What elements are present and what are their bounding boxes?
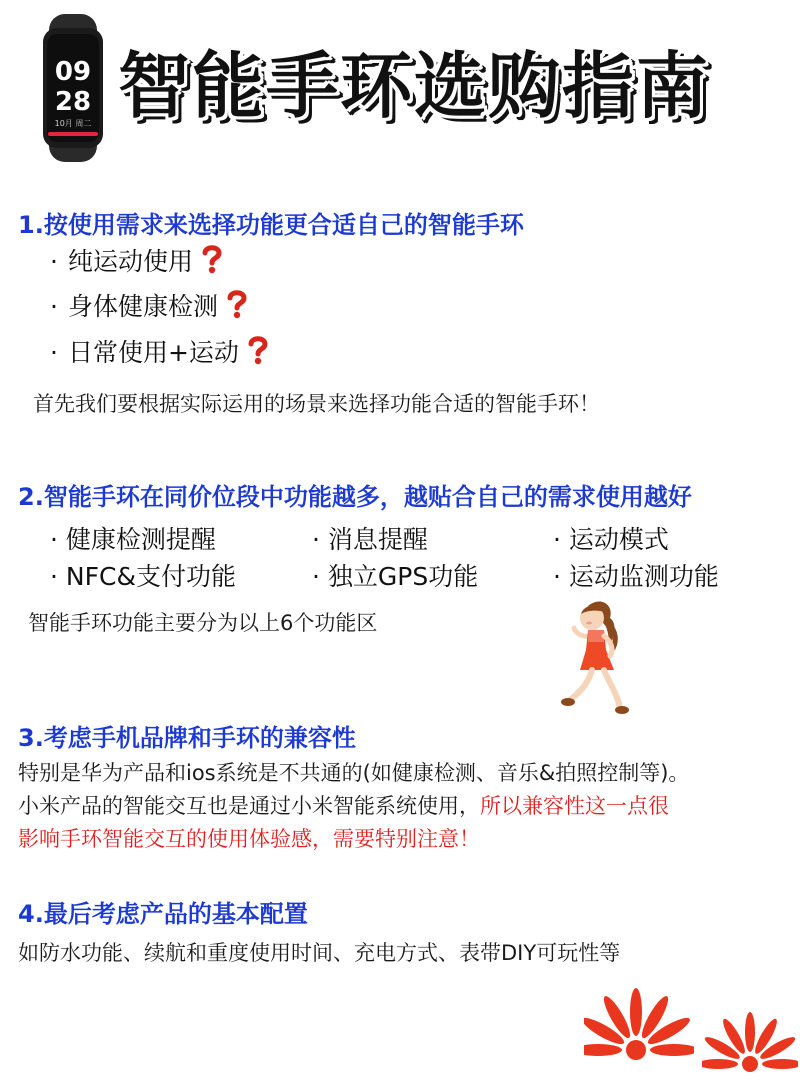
section3-line3: 影响手环智能交互的使用体验感，需要特别注意！	[18, 827, 480, 851]
band-minute: 28	[54, 87, 92, 117]
section3-heading: 3.考虑手机品牌和手环的兼容性	[18, 724, 356, 752]
bullet-label: 日常使用+运动	[67, 338, 239, 367]
feature-item: · 独立GPS功能	[312, 562, 479, 591]
question-mark-icon	[201, 244, 223, 274]
feature-item: · 健康检测提醒	[50, 525, 216, 554]
section3-line2	[18, 790, 669, 820]
section2-note: 智能手环功能主要分为以上6个功能区	[28, 611, 378, 635]
band-hour: 09	[54, 57, 92, 87]
running-girl-illustration	[548, 596, 640, 722]
feature-item: · 运动模式	[553, 525, 669, 554]
feature-item: · NFC&支付功能	[50, 562, 236, 591]
feature-item: · 运动监测功能	[553, 562, 719, 591]
smart-band-icon	[40, 14, 106, 162]
page-title: 智能手环选购指南	[118, 44, 711, 128]
bullet-label: 纯运动使用	[67, 247, 193, 276]
section3-line2-black: 小米产品的智能交互也是通过小米智能系统使用，	[18, 794, 480, 818]
list-item: · 身体健康检测	[50, 287, 248, 323]
section2-heading: 2.智能手环在同价位段中功能越多，越贴合自己的需求使用越好	[18, 483, 692, 511]
section4-text: 如防水功能、续航和重度使用时间、充电方式、表带DIY可玩性等	[18, 941, 621, 965]
section1-heading: 1.按使用需求来选择功能更合适自己的智能手环	[18, 211, 524, 239]
question-mark-icon	[226, 289, 248, 319]
feature-item: · 消息提醒	[312, 525, 428, 554]
question-mark-icon	[247, 335, 269, 365]
section4-heading: 4.最后考虑产品的基本配置	[18, 900, 308, 928]
band-date: 10月 周二	[54, 119, 92, 128]
section3-line1: 特别是华为产品和ios系统是不共通的(如健康检测、音乐&拍照控制等)。	[18, 761, 690, 785]
section1-note: 首先我们要根据实际运用的场景来选择功能合适的智能手环！	[33, 392, 600, 416]
section3-line2-red: 所以兼容性这一点很	[480, 794, 669, 818]
list-item: · 纯运动使用	[50, 242, 223, 278]
red-flower-decoration	[702, 1006, 798, 1086]
red-flower-decoration	[584, 988, 694, 1078]
bullet-label: 身体健康检测	[67, 292, 218, 321]
list-item: · 日常使用+运动	[50, 333, 269, 369]
